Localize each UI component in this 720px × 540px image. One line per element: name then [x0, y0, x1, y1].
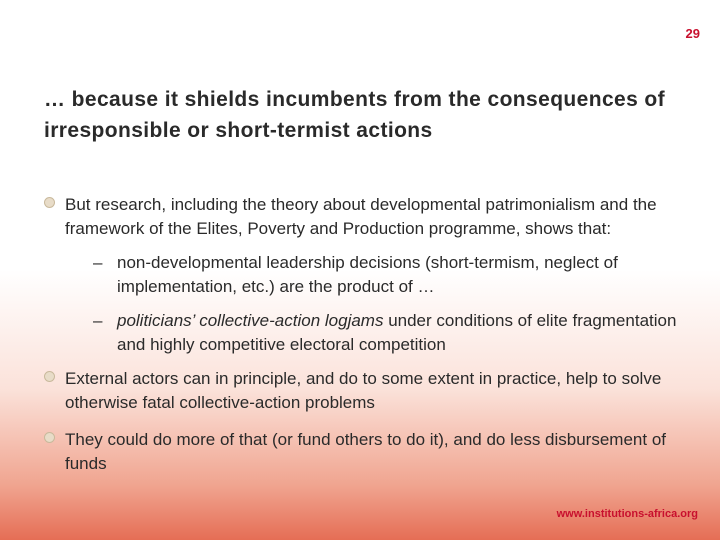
bullet-item: [44, 367, 694, 415]
slide-number: 29: [685, 26, 700, 41]
sub-bullet-item: [65, 251, 694, 299]
bullet-text: External actors can in principle, and do to some extent in practice, help to solve otherwise fatal collective-action problems: [65, 369, 662, 412]
bullet-item: [44, 428, 694, 476]
slide-title: … because it shields incumbents from the consequences of irresponsible or short-termist actions: [44, 88, 666, 142]
bullet-list: [44, 193, 694, 476]
footer-url: www.institutions-africa.org: [556, 508, 698, 520]
bullet-dot-icon: [44, 197, 55, 208]
dash-icon: –: [93, 311, 103, 330]
sub-bullet-text: under conditions of elite fragmentation and highly competitive electoral competition: [117, 311, 677, 354]
bullet-item: [44, 193, 694, 357]
sub-bullet-list: [65, 251, 694, 357]
sub-bullet-item: [65, 309, 694, 357]
sub-bullet-text: non-developmental leadership decisions (short-termism, neglect of implementation, etc.) are the product of …: [117, 253, 618, 296]
bullet-text: They could do more of that (or fund others to do it), and do less disbursement of funds: [65, 430, 666, 473]
bullet-text: But research, including the theory about developmental patrimonialism and the framework of the Elites, Poverty and Production programme, shows that:: [65, 195, 657, 238]
bullet-dot-icon: [44, 432, 55, 443]
sub-bullet-emphasis: politicians’ collective-action logjams: [117, 311, 384, 330]
bullet-dot-icon: [44, 371, 55, 382]
dash-icon: –: [93, 253, 103, 272]
